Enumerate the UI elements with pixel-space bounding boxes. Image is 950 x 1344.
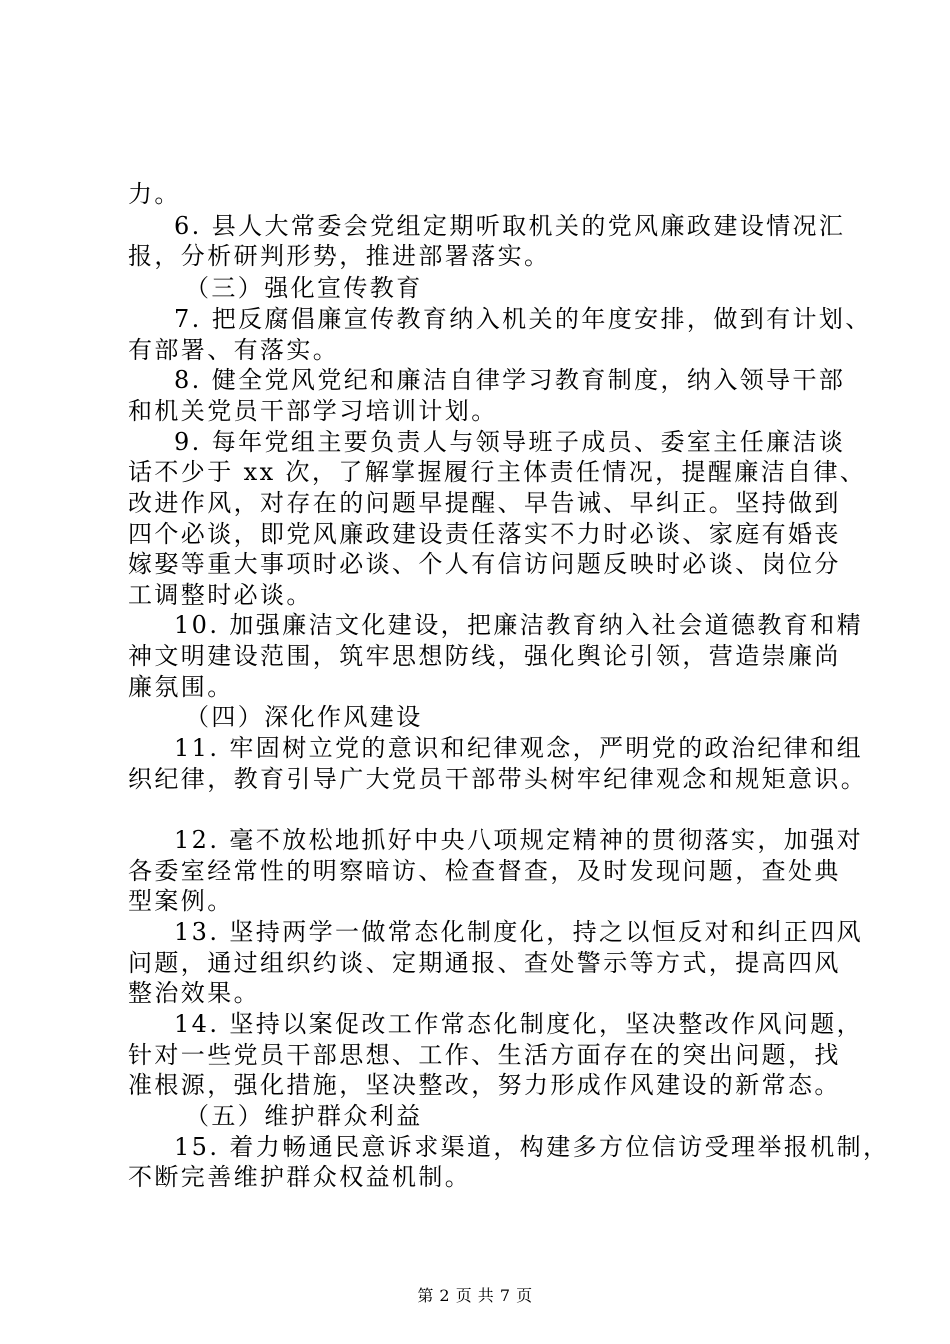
paragraph-line: 不断完善维护群众权益机制。 (128, 1163, 472, 1191)
paragraph-line: 问题，通过组织约谈、定期通报、查处警示等方式，提高四风 (128, 949, 841, 977)
paragraph-line: 工调整时必谈。 (128, 581, 313, 609)
paragraph-line: 力。 (128, 180, 181, 208)
page-number-footer: 第 2 页 共 7 页 (417, 1286, 533, 1305)
paragraph-line: 15. 着力畅通民意诉求渠道，构建多方位信访受理举报机制， (174, 1133, 890, 1161)
paragraph-line: 7. 把反腐倡廉宣传教育纳入机关的年度安排，做到有计划、 (174, 305, 872, 333)
paragraph-line: 6. 县人大常委会党组定期听取机关的党风廉政建设情况汇 (174, 212, 846, 240)
paragraph-line: 改进作风，对存在的问题早提醒、早告诫、早纠正。坚持做到 (128, 489, 841, 517)
paragraph-line: 嫁娶等重大事项时必谈、个人有信访问题反映时必谈、岗位分 (128, 550, 841, 578)
paragraph-line: 12. 毫不放松地抓好中央八项规定精神的贯彻落实，加强对 (174, 826, 863, 854)
paragraph-line: 和机关党员干部学习培训计划。 (128, 397, 498, 425)
paragraph-line: 型案例。 (128, 887, 234, 915)
paragraph-line: 8. 健全党风党纪和廉洁自律学习教育制度，纳入领导干部 (174, 366, 846, 394)
section-heading: （三）强化宣传教育 (185, 274, 423, 302)
paragraph-line: 9. 每年党组主要负责人与领导班子成员、委室主任廉洁谈 (174, 428, 846, 456)
paragraph-line: 各委室经常性的明察暗访、检查督查，及时发现问题，查处典 (128, 857, 841, 885)
paragraph-line: 神文明建设范围，筑牢思想防线，强化舆论引领，营造崇廉尚 (128, 642, 841, 670)
paragraph-line: 话不少于 xx 次，了解掌握履行主体责任情况，提醒廉洁自律、 (128, 458, 867, 486)
paragraph-line: 10. 加强廉洁文化建设，把廉洁教育纳入社会道德教育和精 (174, 611, 863, 639)
paragraph-line: 有部署、有落实。 (128, 336, 340, 364)
paragraph-line: 13. 坚持两学一做常态化制度化，持之以恒反对和纠正四风 (174, 918, 863, 946)
paragraph-line: 织纪律，教育引导广大党员干部带头树牢纪律观念和规矩意识。 (128, 765, 868, 793)
paragraph-line: 整治效果。 (128, 979, 260, 1007)
paragraph-line: 11. 牢固树立党的意识和纪律观念，严明党的政治纪律和组 (174, 734, 863, 762)
paragraph-line: 廉氛围。 (128, 673, 234, 701)
section-heading: （五）维护群众利益 (185, 1102, 423, 1130)
paragraph-line: 四个必谈，即党风廉政建设责任落实不力时必谈、家庭有婚丧 (128, 520, 841, 548)
paragraph-line: 报，分析研判形势，推进部署落实。 (128, 242, 551, 270)
paragraph-line: 准根源，强化措施，坚决整改，努力形成作风建设的新常态。 (128, 1071, 841, 1099)
section-heading: （四）深化作风建设 (185, 703, 423, 731)
paragraph-line: 14. 坚持以案促改工作常态化制度化，坚决整改作风问题， (174, 1010, 863, 1038)
paragraph-line: 针对一些党员干部思想、工作、生活方面存在的突出问题，找 (128, 1041, 841, 1069)
